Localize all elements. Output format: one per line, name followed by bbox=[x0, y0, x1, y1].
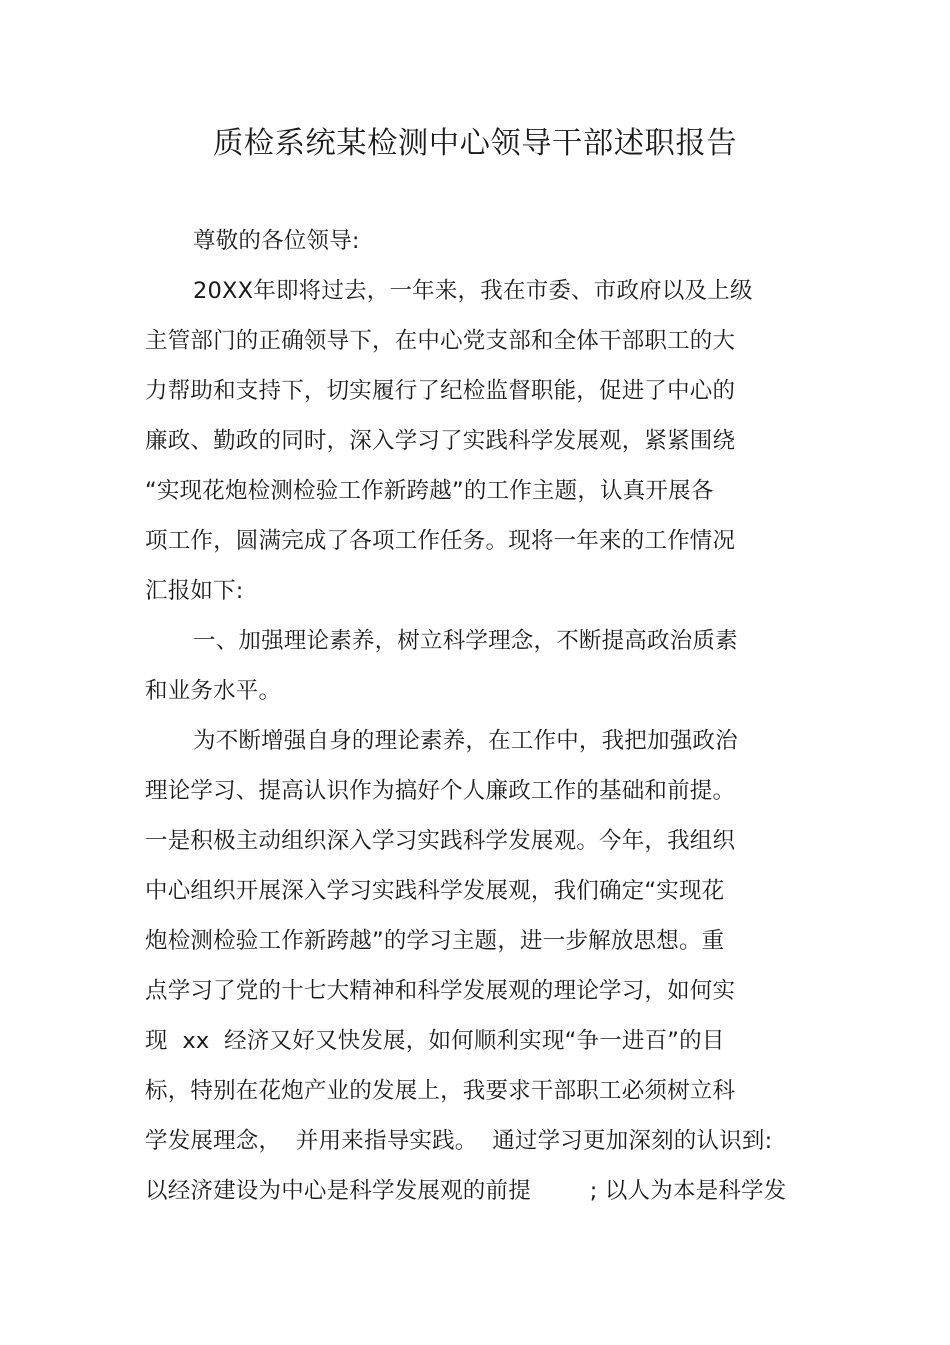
paragraph-line: 以经济建设为中心是科学发展观的前提 ; 以人为本是科学发 bbox=[145, 1178, 787, 1204]
salutation-line: 尊敬的各位领导: bbox=[193, 228, 360, 254]
paragraph-line: 力帮助和支持下，切实履行了纪检监督职能，促进了中心的 bbox=[145, 378, 736, 404]
paragraph-line: 汇报如下: bbox=[145, 578, 244, 604]
paragraph-line: 一是积极主动组织深入学习实践科学发展观。今年，我组织 bbox=[145, 828, 736, 854]
paragraph-line: 项工作，圆满完成了各项工作任务。现将一年来的工作情况 bbox=[145, 528, 736, 554]
paragraph-line: 点学习了党的十七大精神和科学发展观的理论学习，如何实 bbox=[145, 978, 736, 1004]
paragraph-line: “实现花炮检测检验工作新跨越”的工作主题，认真开展各 bbox=[145, 478, 714, 504]
paragraph-line: 理论学习、提高认识作为搞好个人廉政工作的基础和前提。 bbox=[145, 778, 736, 804]
paragraph-line: 20XX年即将过去，一年来，我在市委、市政府以及上级 bbox=[193, 278, 753, 304]
paragraph-line: 现 xx 经济又好又快发展，如何顺利实现“争一进百”的目 bbox=[145, 1028, 725, 1054]
paragraph-line: 主管部门的正确领导下，在中心党支部和全体干部职工的大 bbox=[145, 328, 736, 354]
paragraph-line: 廉政、勤政的同时，深入学习了实践科学发展观，紧紧围绕 bbox=[145, 428, 736, 454]
paragraph-line: 学发展理念， 并用来指导实践。 通过学习更加深刻的认识到: bbox=[145, 1128, 773, 1154]
paragraph-line: 炮检测检验工作新跨越”的学习主题，进一步解放思想。重 bbox=[145, 928, 725, 954]
section-heading-line: 一、加强理论素养，树立科学理念，不断提高政治质素 bbox=[193, 628, 738, 654]
section-heading-line: 和业务水平。 bbox=[145, 678, 282, 704]
document-title: 质检系统某检测中心领导干部述职报告 bbox=[212, 126, 738, 161]
paragraph-line: 标，特别在花炮产业的发展上，我要求干部职工必须树立科 bbox=[145, 1078, 736, 1104]
paragraph-line: 为不断增强自身的理论素养，在工作中，我把加强政治 bbox=[193, 728, 738, 754]
paragraph-line: 中心组织开展深入学习实践科学发展观，我们确定“实现花 bbox=[145, 878, 725, 904]
